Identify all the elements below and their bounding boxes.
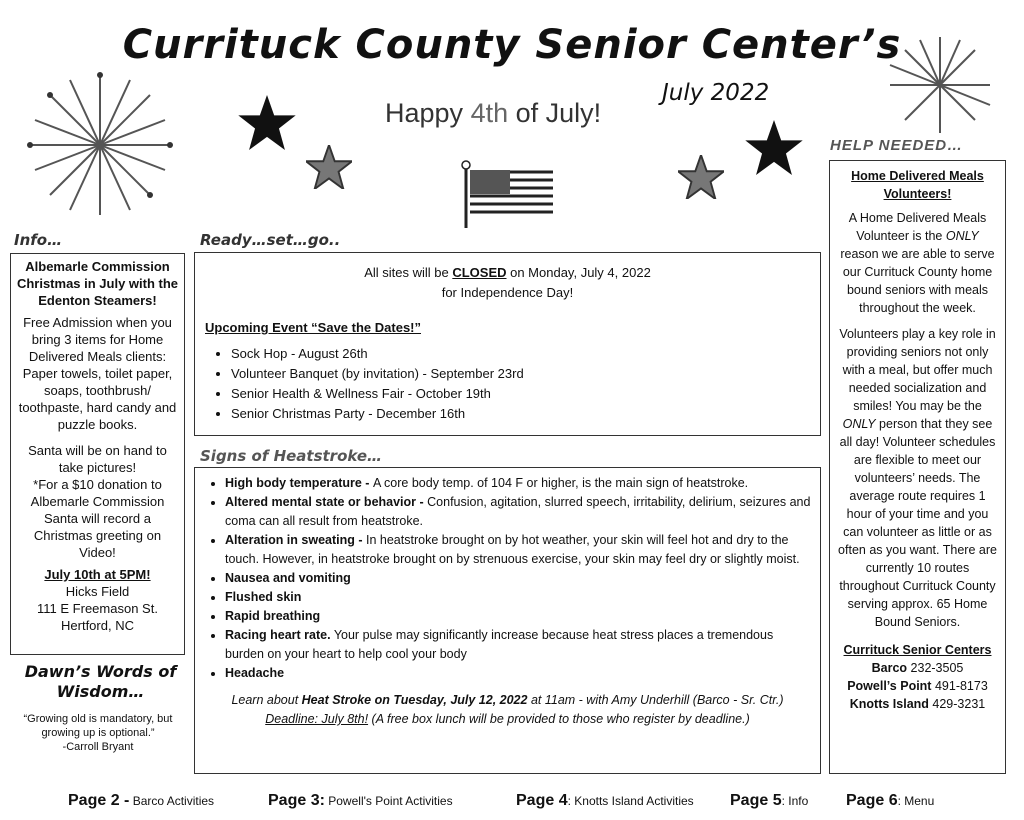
star-icon — [237, 95, 297, 150]
address-line: Hertford, NC — [61, 618, 134, 633]
heat-heading: Signs of Heatstroke… — [200, 447, 382, 465]
page-title: Currituck County Senior Center’s — [122, 22, 902, 68]
list-item: • Senior Health & Wellness Fair - October 19th — [231, 384, 810, 404]
deadline-notice: Deadline: July 8th! (A free box lunch will be provided to those who register by deadline.) — [265, 712, 750, 726]
address-line: Hicks Field — [65, 584, 130, 599]
address-line: 111 E Freemason St. — [37, 601, 158, 616]
info-box — [10, 253, 185, 655]
help-box — [829, 160, 1006, 774]
list-item: • Nausea and vomiting — [225, 569, 812, 588]
star-icon — [306, 145, 352, 189]
wisdom-heading: Dawn’s Words of Wisdom… — [24, 662, 177, 701]
info-para: Santa will be on hand to take pictures! — [28, 443, 167, 475]
list-item: • Sock Hop - August 26th — [231, 344, 810, 364]
center-phone: Barco 232-3505 — [871, 661, 964, 675]
closed-notice-line2: for Independence Day! — [441, 285, 574, 300]
info-para: *For a $10 donation to Albemarle Commission Santa will record a Christmas greeting on Video! — [30, 477, 165, 560]
closed-notice: All sites will be CLOSED on Monday, July 4, 2022 — [364, 265, 651, 280]
list-item: • Altered mental state or behavior - Confusion, agitation, slurred speech, irritability, delirium, seizures and coma can all result from heatstroke. — [225, 493, 812, 531]
info-box-title: Albemarle Commission Christmas in July with the Edenton Steamers! — [16, 259, 179, 308]
help-para: A Home Delivered Meals Volunteer is the ONLY reason we are able to serve our Currituck County home bound seniors with meals throughout the week. — [840, 211, 995, 315]
ready-heading: Ready…set…go.. — [200, 231, 341, 249]
centers-title: Currituck Senior Centers — [843, 643, 992, 657]
help-para: Volunteers play a key role in providing seniors not only with a meal, but offer much needed socialization and smiles! You may be the ONLY person that they see all day! Volunteer schedules are flexible to meet our volunteers’ needs. The average route requires 1 hour of your time and you can volunteer as little or as often as you want. There are currently 10 routes throughout Currituck County serving approx. 65 Home Bound Seniors. — [838, 327, 997, 629]
list-item: • High body temperature - A core body temp. of 104 F or higher, is the main sign of heatstroke. — [225, 474, 812, 493]
ready-box — [194, 252, 821, 436]
help-title: Home Delivered Meals Volunteers! — [851, 169, 984, 201]
help-heading: HELP NEEDED… — [830, 137, 964, 154]
center-phone: Powell’s Point 491-8173 — [847, 679, 988, 693]
upcoming-title: Upcoming Event “Save the Dates!” — [205, 320, 421, 335]
wisdom-quote: “Growing old is mandatory, but growing up is optional.” -Carroll Bryant — [8, 712, 188, 754]
firework-left-icon — [20, 70, 180, 220]
footer-link[interactable]: Page 3: Powell's Point Activities — [268, 792, 453, 809]
star-icon — [678, 155, 724, 199]
list-item: • Racing heart rate. Your pulse may significantly increase because heat stress places a tremendous burden on your heart to help cool your body — [225, 626, 812, 664]
event-date: July 10th at 5PM! — [44, 567, 151, 582]
list-item: • Alteration in sweating - In heatstroke brought on by hot weather, your skin will feel hot and dry to the touch. However, in heatstroke brought on by strenuous exercise, your skin may feel dry or slightly moist. — [225, 531, 812, 569]
footer-link[interactable]: Page 6: Menu — [846, 792, 935, 809]
list-item: • Headache — [225, 664, 812, 683]
info-heading: Info… — [14, 231, 63, 249]
page-subtitle: Happy 4th of July! — [385, 98, 602, 128]
quote-author: -Carroll Bryant — [62, 741, 134, 753]
issue-month: July 2022 — [662, 80, 770, 106]
heat-box — [194, 467, 821, 774]
list-item: • Senior Christmas Party - December 16th — [231, 404, 810, 424]
center-phone: Knotts Island 429-3231 — [849, 697, 986, 711]
event-list — [205, 344, 810, 424]
footer-link[interactable]: Page 5: Info — [730, 792, 809, 809]
footer-link[interactable]: Page 4: Knotts Island Activities — [516, 792, 694, 809]
list-item: • Volunteer Banquet (by invitation) - September 23rd — [231, 364, 810, 384]
list-item: • Rapid breathing — [225, 607, 812, 626]
footer-link[interactable]: Page 2 - Barco Activities — [68, 792, 215, 809]
info-para: Free Admission when you bring 3 items for Home Delivered Meals clients: Paper towels, toilet paper, soaps, toothbrush/ toothpaste, hard candy and puzzle books. — [18, 315, 177, 432]
learn-notice: Learn about Heat Stroke on Tuesday, July 12, 2022 at 11am - with Amy Underhill (Barco - Sr. Ctr.) — [231, 693, 784, 707]
flag-icon — [458, 160, 558, 230]
list-item: • Flushed skin — [225, 588, 812, 607]
symptom-list — [203, 474, 812, 683]
star-icon — [745, 120, 803, 175]
